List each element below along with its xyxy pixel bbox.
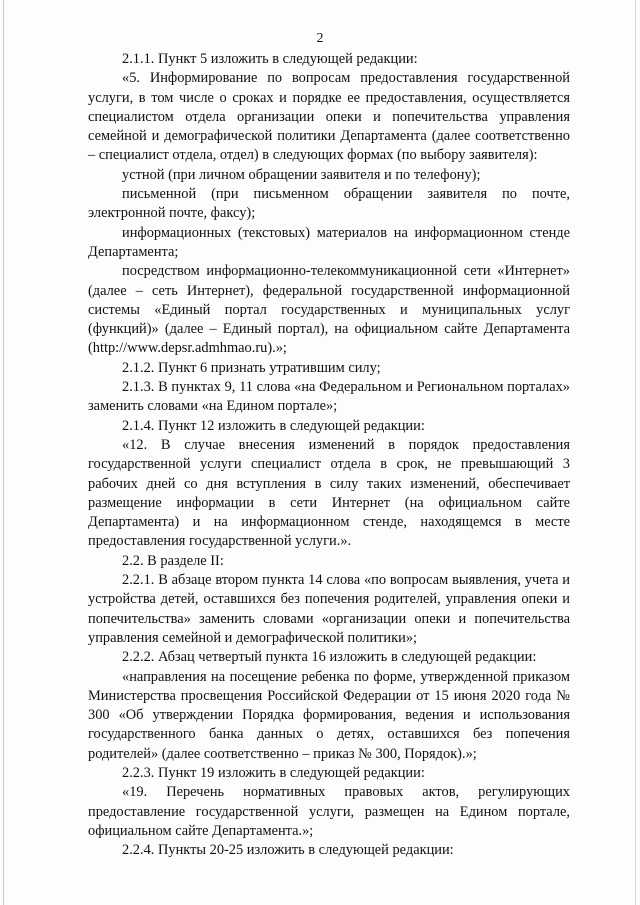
paragraph: посредством информационно-телекоммуникационной сети «Интернет» (далее – сеть Интернет), федеральной государственной информационной системы «Единый портал государственных и муниципальных услуг (функций)» (далее – Единый портал), на официальном сайте Департамента (http://www.depsr.admhmao.ru).»; (88, 263, 570, 357)
paragraph: 2.2.3. Пункт 19 изложить в следующей редакции: (122, 764, 425, 781)
paragraph: 2.1.1. Пункт 5 изложить в следующей редакции: (122, 51, 418, 67)
paragraph: 2.1.3. В пунктах 9, 11 слова «на Федеральном и Региональном порталах» заменить словами «на Едином портале»; (88, 379, 570, 415)
paragraph: «12. В случае внесения изменений в порядок предоставления государственной услуги специалист отдела в срок, не превышающий 3 рабочих дней со дня вступления в силу таких изменений, обеспечивает размещение информации в сети Интернет (на официальном сайте Департамента) и на информационном стенде, находящемся в месте предоставления государственной услуги.». (88, 436, 570, 550)
paragraph: устной (при личном обращении заявителя и по телефону); (122, 166, 481, 183)
paragraph: 2.2.1. В абзаце втором пункта 14 слова «по вопросам выявления, учета и устройства детей, оставшихся без попечения родителей, управления опеки и попечительства» заменить словами «организации опеки и попечительства управления семейной и демографической политики»; (88, 572, 570, 646)
paragraph: 2.2.4. Пункты 20-25 изложить в следующей редакции: (122, 842, 454, 859)
paragraph: 2.2.2. Абзац четвертый пункта 16 изложить в следующей редакции: (122, 649, 537, 666)
paragraph: 2.1.2. Пункт 6 признать утратившим силу; (122, 359, 381, 376)
paragraph: 2.2. В разделе II: (122, 552, 224, 569)
scan-edge-right (635, 0, 636, 905)
paragraph: «19. Перечень нормативных правовых актов, регулирующих предоставление государственной услуги, размещен на Едином портале, официальном сайте Департамента.»; (88, 784, 570, 839)
paragraph: 2.1.4. Пункт 12 изложить в следующей редакции: (122, 417, 425, 434)
paragraph: письменной (при письменном обращении заявителя по почте, электронной почте, факсу); (88, 186, 570, 222)
page-number: 2 (316, 31, 324, 46)
paragraph: информационных (текстовых) материалов на информационном стенде Департамента; (88, 224, 570, 260)
paragraph: «направления на посещение ребенка по форме, утвержденной приказом Министерства просвещения Российской Федерации от 15 июня 2020 года № 300 «Об утверждении Порядка формирования, ведения и использования государственного банка данных о детях, оставшихся без попечения родителей» (далее соответственно – приказ № 300, Порядок).»; (88, 668, 570, 762)
paragraph: «5. Информирование по вопросам предоставления государственной услуги, в том числе о сроках и порядке ее предоставления, осуществляется специалистом отдела организации опеки и попечительства управления семейной и демографической политики Департамента (далее соответственно – специалист отдела, отдел) в следующих формах (по выбору заявителя): (88, 70, 570, 164)
document-body (88, 50, 570, 860)
scan-edge-left (3, 0, 4, 905)
